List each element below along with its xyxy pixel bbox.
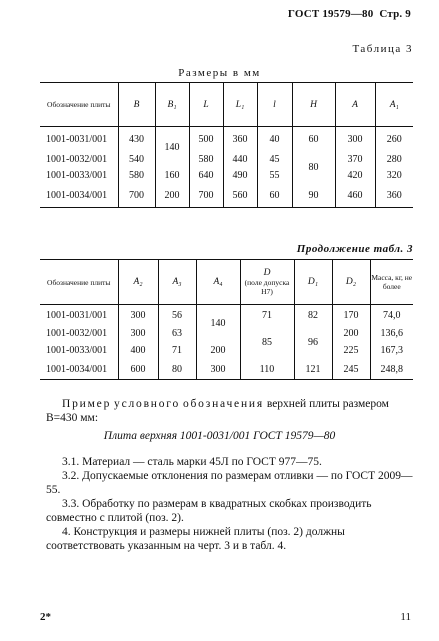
example-word: условного <box>114 398 181 410</box>
table-row <box>40 342 413 359</box>
clause-3-3: 3.3. Обработку по размерам в квадратных скобках производить совместно с плитой (поз. 2). <box>46 498 372 524</box>
table-cell: 160 <box>155 167 189 183</box>
table-cell: 245 <box>332 359 370 380</box>
col-header: D₂ <box>332 260 370 305</box>
table-cell: 74,0 <box>383 309 401 321</box>
table-caption: Таблица 3 <box>352 43 413 55</box>
col-header: D₁ <box>294 260 332 305</box>
cell-designation: 1001-0033/001 <box>40 167 118 183</box>
table-cell: 640 <box>189 167 223 183</box>
table-cell: 490 <box>223 167 257 183</box>
table-cell: 500 <box>189 127 223 152</box>
table-cell: 400 <box>118 342 158 359</box>
col-header-d-note: (поле допуска H7) <box>244 278 290 296</box>
table-cell: 63 <box>158 325 196 342</box>
example-rest: верхней плиты размером B=430 мм: <box>46 398 389 424</box>
table-cell: 71 <box>240 305 294 326</box>
table-cell: 45 <box>257 151 292 167</box>
table-cell: 200 <box>332 325 370 342</box>
table-cell: 71 <box>158 342 196 359</box>
clause-3-2: 3.2. Допускаемые отклонения по размерам отливки — по ГОСТ 2009—55. <box>46 470 413 496</box>
page-header <box>288 8 411 20</box>
units-caption: Размеры в мм <box>178 67 261 79</box>
table-cell: 96 <box>294 325 332 359</box>
table-cell: 300 <box>118 305 158 326</box>
page-number: 11 <box>400 611 411 623</box>
continuation-table <box>40 259 413 380</box>
cell-designation: 1001-0032/001 <box>40 325 118 342</box>
cell-designation: 1001-0034/001 <box>40 183 118 208</box>
table-cell: 85 <box>240 325 294 359</box>
table-row <box>40 183 413 208</box>
col-header-designation: Обозначение плиты <box>40 260 118 305</box>
table-cell: 60 <box>292 127 335 152</box>
table-cell: 170 <box>332 305 370 326</box>
cell-designation: 1001-0032/001 <box>40 151 118 167</box>
table-row <box>40 167 413 183</box>
table-cell: 55 <box>257 167 292 183</box>
designation-example: Плита верхняя 1001-0031/001 ГОСТ 19579—80 <box>103 430 336 442</box>
table-cell: 80 <box>158 359 196 380</box>
col-header: H <box>292 83 335 127</box>
clause-4: 4. Конструкция и размеры нижней плиты (поз. 2) должны соответствовать указанным на черт. 3 и в табл. 4. <box>46 526 345 552</box>
table-cell: 136,6 <box>380 328 403 339</box>
table-cell: 370 <box>335 151 375 167</box>
clause-3-1: 3.1. Материал — сталь марки 45Л по ГОСТ 977—75. <box>62 456 322 468</box>
col-header: A₂ <box>118 260 158 305</box>
table-cell: 280 <box>386 153 402 165</box>
table-cell: 40 <box>257 127 292 152</box>
table-cell: 580 <box>118 167 155 183</box>
table-cell: 248,8 <box>370 359 413 380</box>
table-cell: 300 <box>335 127 375 152</box>
cell-designation: 1001-0034/001 <box>40 359 118 380</box>
table-cell: 140 <box>155 127 189 168</box>
cell-designation: 1001-0033/001 <box>40 342 118 359</box>
example-paragraph <box>46 397 418 425</box>
table-cell: 225 <box>332 342 370 359</box>
table-row <box>40 359 413 380</box>
col-header: B <box>118 83 155 127</box>
signature-mark: 2* <box>40 611 51 623</box>
cell-designation: 1001-0031/001 <box>40 305 118 326</box>
example-word: обозначения <box>182 398 264 410</box>
table-cell: 560 <box>223 183 257 208</box>
example-word: Пример <box>62 398 112 410</box>
col-header: L <box>189 83 223 127</box>
standard-number: ГОСТ 19579—80 <box>287 8 374 20</box>
col-header-designation: Обозначение плиты <box>40 83 118 127</box>
col-header: B₁ <box>155 83 189 127</box>
table-cell: 700 <box>118 183 155 208</box>
col-header: A₁ <box>375 83 413 127</box>
page-label: Стр. 9 <box>379 8 411 20</box>
table-cell: 121 <box>294 359 332 380</box>
continuation-caption: Продолжение табл. 3 <box>296 243 413 255</box>
table-cell: 700 <box>189 183 223 208</box>
table-cell: 200 <box>155 183 189 208</box>
table-cell: 60 <box>257 183 292 208</box>
table-row <box>40 151 413 167</box>
table-cell: 420 <box>335 167 375 183</box>
table-cell: 82 <box>294 305 332 326</box>
col-header: L₁ <box>223 83 257 127</box>
col-header: A₄ <box>196 260 240 305</box>
col-header-d-symbol: D <box>263 268 271 278</box>
table-cell: 300 <box>118 325 158 342</box>
table-cell: 56 <box>158 305 196 326</box>
table-cell: 90 <box>292 183 335 208</box>
table-cell: 360 <box>223 127 257 152</box>
table-cell: 320 <box>386 169 402 181</box>
table-cell: 540 <box>118 151 155 167</box>
table-cell: 140 <box>196 305 240 343</box>
col-header: l <box>257 83 292 127</box>
table-row <box>40 127 413 152</box>
table-cell: 300 <box>196 359 240 380</box>
cell-designation: 1001-0031/001 <box>40 127 118 152</box>
col-header-mass: Масса, кг, не более <box>370 260 413 305</box>
col-header: A <box>335 83 375 127</box>
table-cell: 600 <box>118 359 158 380</box>
table-cell: 80 <box>292 151 335 183</box>
col-header-d <box>240 260 294 305</box>
table-cell: 110 <box>240 359 294 380</box>
table-cell: 200 <box>196 342 240 359</box>
table-cell: 580 <box>189 151 223 167</box>
table-cell: 460 <box>335 183 375 208</box>
table-row <box>40 305 413 326</box>
table-cell: 440 <box>223 151 257 167</box>
table-cell: 260 <box>386 133 402 145</box>
dimensions-table <box>40 82 413 208</box>
table-cell: 430 <box>118 127 155 152</box>
col-header: A₃ <box>158 260 196 305</box>
table-cell: 167,3 <box>380 345 403 356</box>
table-cell: 360 <box>375 183 413 208</box>
